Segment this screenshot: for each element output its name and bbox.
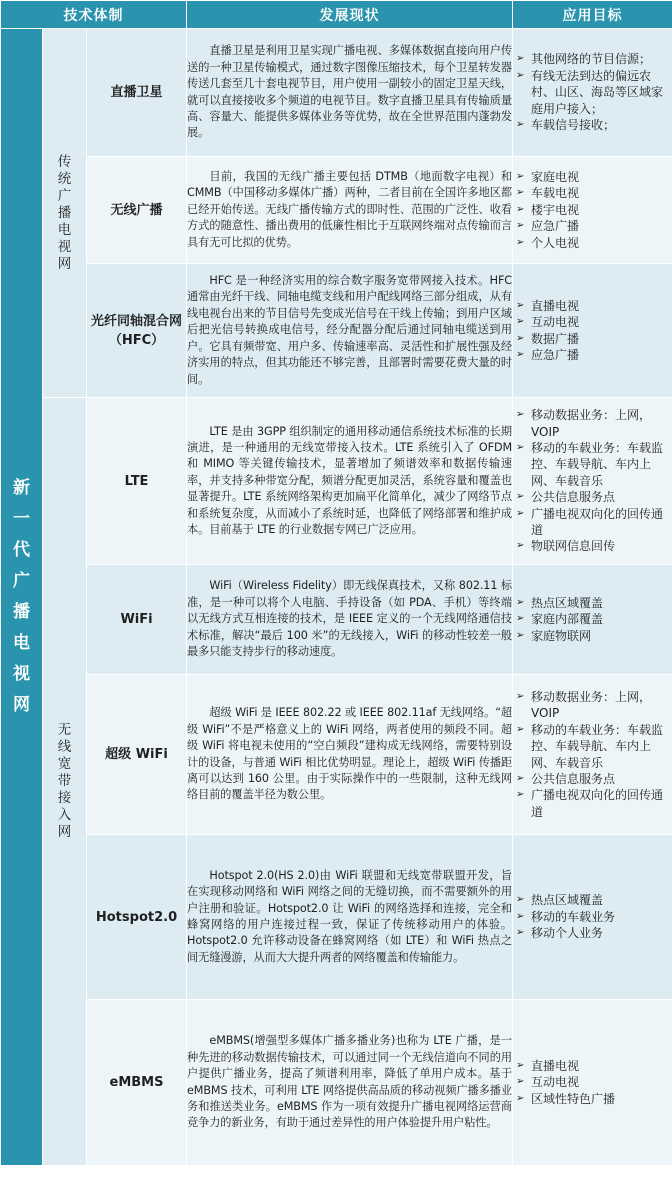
application-item-text: 互动电视 (531, 315, 580, 330)
arrow-bullet-icon: ➢ (516, 348, 525, 360)
list-item (513, 1074, 672, 1090)
application-list (513, 689, 672, 820)
application-goals (513, 264, 672, 398)
list-item (513, 538, 672, 554)
list-item (513, 331, 672, 347)
arrow-bullet-icon: ➢ (516, 927, 525, 939)
tech-name: eMBMS (87, 1000, 187, 1166)
tech-description: HFC 是一种经济实用的综合数字服务宽带网接入技术。HFC 通常由光纤干线、同轴电缆支线和用户配线网络三部分组成，从有线电视台出来的节目信号先变成光信号在干线上传输；到用户区域后把光信号转换成电信号，经分配器分配后通过同轴电缆送到用户。它具有频带宽、用户多、传输速率高、灵活性和扩展性强及经济实用的特点，但其功能还不够完善，且部署时需要花费大量的时间。 (187, 264, 513, 398)
table-row (1, 264, 672, 398)
arrow-bullet-icon: ➢ (516, 53, 525, 65)
arrow-bullet-icon: ➢ (516, 613, 525, 625)
application-goals (513, 835, 672, 1000)
application-item-text: 直播电视 (531, 1058, 580, 1073)
application-item-text: 移动的车载业务：车载监控、车载导航、车内上网、车载音乐 (531, 722, 664, 770)
list-item (513, 314, 672, 330)
application-item-text: 互动电视 (531, 1075, 580, 1090)
application-goals (513, 1000, 672, 1166)
tech-description: WiFi（Wireless Fidelity）即无线保真技术，又称 802.11 标准，是一种可以将个人电脑、手持设备（如 PDA、手机）等终端以无线方式互相连接的技术，是 IEEE 定义的一个无线网络通信技术标准，解决“最后 100 米”的无线接入，WiFi 的移动性较差一般最多只能支持步行的移动速度。 (187, 565, 513, 675)
application-item-text: 移动的车载业务 (531, 909, 616, 924)
tech-name: 无线广播 (87, 157, 187, 264)
tech-description: LTE 是由 3GPP 组织制定的通用移动通信系统技术标准的长期演进，是一种通用的无线宽带接入技术。LTE 系统引入了 OFDM 和 MIMO 等关键传输技术，显著增加了频谱效率和数据传输速率，并支持多种带宽分配，频谱分配更加灵活，系统容量和覆盖也显著提升。LTE 系统网络架构更加扁平化简单化，减少了网络节点和系统复杂度，从而减小了系统时延，也降低了网络部署和维护成本。目前基于 LTE 的行业数据专网已广泛应用。 (187, 398, 513, 565)
application-item-text: 区域性特色广播 (531, 1091, 616, 1106)
arrow-bullet-icon: ➢ (516, 1059, 525, 1071)
list-item (513, 909, 672, 925)
header-row (1, 1, 672, 29)
application-item-text: 广播电视双向化的回传通道 (531, 506, 664, 538)
application-item-text: 车载电视 (531, 186, 580, 201)
application-item-text: 物联网信息回传 (531, 539, 616, 554)
list-item (513, 202, 672, 218)
table-row (1, 1000, 672, 1166)
tech-name: Hotspot2.0 (87, 835, 187, 1000)
main-category-label-text: 新 一 代 广 播 电 视 网 (13, 478, 30, 715)
list-item (513, 722, 672, 771)
list-item (513, 611, 672, 627)
arrow-bullet-icon: ➢ (516, 772, 525, 784)
tech-name: 超级 WiFi (87, 675, 187, 835)
tech-description: eMBMS(增强型多媒体广播多播业务)也称为 LTE 广播，是一种先进的移动数据传输技术，可以通过同一个无线信道向不同的用户提供广播业务，提高了频谱利用率，降低了单用户成本。基于 eMBMS 技术，可利用 LTE 网络提供高品质的移动视频广播多播业务和推送类业务。eMBMS 作为一项有效提升广播电视网络运营商竞争力的新业务，有助于通过差异性的用户体验提升用户粘性。 (187, 1000, 513, 1166)
arrow-bullet-icon: ➢ (516, 316, 525, 328)
main-category-label (1, 29, 43, 1166)
list-item (513, 68, 672, 117)
table-row (1, 835, 672, 1000)
arrow-bullet-icon: ➢ (516, 894, 525, 906)
application-item-text: 家庭物联网 (531, 628, 592, 643)
list-item (513, 787, 672, 820)
tech-name: WiFi (87, 565, 187, 675)
list-item (513, 235, 672, 251)
table-row (1, 29, 672, 157)
list-item (513, 298, 672, 314)
list-item (513, 489, 672, 505)
arrow-bullet-icon: ➢ (516, 119, 525, 131)
list-item (513, 771, 672, 787)
group-label-text: 无 线 宽 带 接 入 网 (57, 722, 72, 840)
application-item-text: 热点区域覆盖 (531, 893, 604, 908)
list-item (513, 51, 672, 67)
list-item (513, 925, 672, 941)
arrow-bullet-icon: ➢ (516, 723, 525, 735)
arrow-bullet-icon: ➢ (516, 441, 525, 453)
arrow-bullet-icon: ➢ (516, 910, 525, 922)
arrow-bullet-icon: ➢ (516, 690, 525, 702)
list-item (513, 218, 672, 234)
application-item-text: 应急广播 (531, 219, 580, 234)
header-tech-system: 技术体制 (1, 1, 187, 29)
arrow-bullet-icon: ➢ (516, 789, 525, 801)
application-item-text: 移动数据业务：上网，VOIP (531, 408, 652, 439)
application-item-text: 公共信息服务点 (531, 771, 616, 786)
tech-description: 超级 WiFi 是 IEEE 802.22 或 IEEE 802.11af 无线网络。“超级 WiFi”不是严格意义上的 WiFi 网络，两者使用的频段不同。超级 WiFi 将电视未使用的“空白频段”建构成无线网络，需要特别设计的设备，与普通 WiFi 相比优势明显。理论上，超级 WiFi 传播距离可以达到 160 公里。由于实际操作中的一些限制，这种无线网络目前的覆盖半径为数公里。 (187, 675, 513, 835)
table-row (1, 675, 672, 835)
arrow-bullet-icon: ➢ (516, 596, 525, 608)
arrow-bullet-icon: ➢ (516, 540, 525, 552)
application-list (513, 1058, 672, 1107)
tech-name: 光纤同轴混合网（HFC） (87, 264, 187, 398)
tech-name: LTE (87, 398, 187, 565)
list-item (513, 117, 672, 133)
application-list (513, 595, 672, 644)
list-item (513, 595, 672, 611)
tech-description: 目前，我国的无线广播主要包括 DTMB（地面数字电视）和 CMMB（中国移动多媒体广播）两种，二者目前在全国许多地区都已经开始传送。无线广播传输方式的即时性、范围的广泛性、收看方式的随意性、播出费用的低廉性相比于互联网终端对点传输而言具有无可比拟的优势。 (187, 157, 513, 264)
arrow-bullet-icon: ➢ (516, 220, 525, 232)
application-goals (513, 157, 672, 264)
application-list (513, 169, 672, 251)
list-item (513, 506, 672, 539)
group-label (43, 398, 87, 1166)
arrow-bullet-icon: ➢ (516, 1076, 525, 1088)
application-list (513, 892, 672, 941)
application-list (513, 298, 672, 364)
table-row (1, 157, 672, 264)
list-item (513, 347, 672, 363)
application-item-text: 数据广播 (531, 331, 580, 346)
application-item-text: 移动的车载业务：车载监控、车载导航、车内上网、车载音乐 (531, 440, 664, 488)
arrow-bullet-icon: ➢ (516, 491, 525, 503)
application-item-text: 家庭内部覆盖 (531, 612, 604, 627)
application-goals (513, 675, 672, 835)
application-goals (513, 398, 672, 565)
arrow-bullet-icon: ➢ (516, 299, 525, 311)
application-item-text: 车载信号接收； (531, 118, 616, 133)
arrow-bullet-icon: ➢ (516, 629, 525, 641)
list-item (513, 1058, 672, 1074)
application-item-text: 其他网络的节目信源； (531, 52, 652, 67)
application-item-text: 应急广播 (531, 347, 580, 362)
arrow-bullet-icon: ➢ (516, 187, 525, 199)
application-list (513, 51, 672, 133)
list-item (513, 169, 672, 185)
list-item (513, 892, 672, 908)
list-item (513, 628, 672, 644)
application-item-text: 热点区域覆盖 (531, 595, 604, 610)
application-goals (513, 29, 672, 157)
header-development-status: 发展现状 (187, 1, 513, 29)
arrow-bullet-icon: ➢ (516, 170, 525, 182)
arrow-bullet-icon: ➢ (516, 409, 525, 421)
application-item-text: 移动个人业务 (531, 926, 604, 941)
application-item-text: 个人电视 (531, 235, 580, 250)
tech-description: 直播卫星是利用卫星实现广播电视、多媒体数据直接向用户传送的一种卫星传输模式，通过数字图像压缩技术，每个卫星转发器传送几套至几十套电视节目，用户使用一副较小的固定卫星天线，就可以直接接收多个频道的电视节目。数字直播卫星具有传输质量高、容量大、能提供多媒体业务等优势，故在全世界范围内蓬勃发展。 (187, 29, 513, 157)
arrow-bullet-icon: ➢ (516, 203, 525, 215)
group-label-text: 传 统 广 播 电 视 网 (57, 153, 72, 272)
tech-description: Hotspot 2.0(HS 2.0)由 WiFi 联盟和无线宽带联盟开发，旨在实现移动网络和 WiFi 网络之间的无缝切换，而不需要额外的用户注册和验证。Hotspot2.0 让 WiFi 的网络选择和连接，完全和蜂窝网络的用户连接过程一致，保证了传统移动用户的体验。Hotspot2.0 允许移动设备在蜂窝网络（如 LTE）和 WiFi 热点之间无缝漫游，从而大大提升两者的网络覆盖和传输能力。 (187, 835, 513, 1000)
application-item-text: 广播电视双向化的回传通道 (531, 788, 664, 819)
arrow-bullet-icon: ➢ (516, 332, 525, 344)
group-label (43, 29, 87, 398)
application-item-text: 有线无法到达的偏远农村、山区、海岛等区域家庭用户接入； (531, 68, 664, 116)
application-item-text: 移动数据业务：上网，VOIP (531, 689, 652, 721)
header-application-goal: 应用目标 (513, 1, 672, 29)
application-item-text: 直播电视 (531, 298, 580, 313)
application-goals (513, 565, 672, 675)
table-row (1, 565, 672, 675)
table-row (1, 398, 672, 565)
table-body (1, 29, 672, 1166)
application-item-text: 家庭电视 (531, 169, 580, 184)
application-item-text: 公共信息服务点 (531, 490, 616, 505)
application-item-text: 楼宇电视 (531, 202, 580, 217)
tech-name: 直播卫星 (87, 29, 187, 157)
application-list (513, 407, 672, 555)
list-item (513, 407, 672, 440)
arrow-bullet-icon: ➢ (516, 1092, 525, 1104)
arrow-bullet-icon: ➢ (516, 69, 525, 81)
list-item (513, 185, 672, 201)
arrow-bullet-icon: ➢ (516, 236, 525, 248)
list-item (513, 440, 672, 489)
list-item (513, 1091, 672, 1107)
arrow-bullet-icon: ➢ (516, 507, 525, 519)
list-item (513, 689, 672, 722)
